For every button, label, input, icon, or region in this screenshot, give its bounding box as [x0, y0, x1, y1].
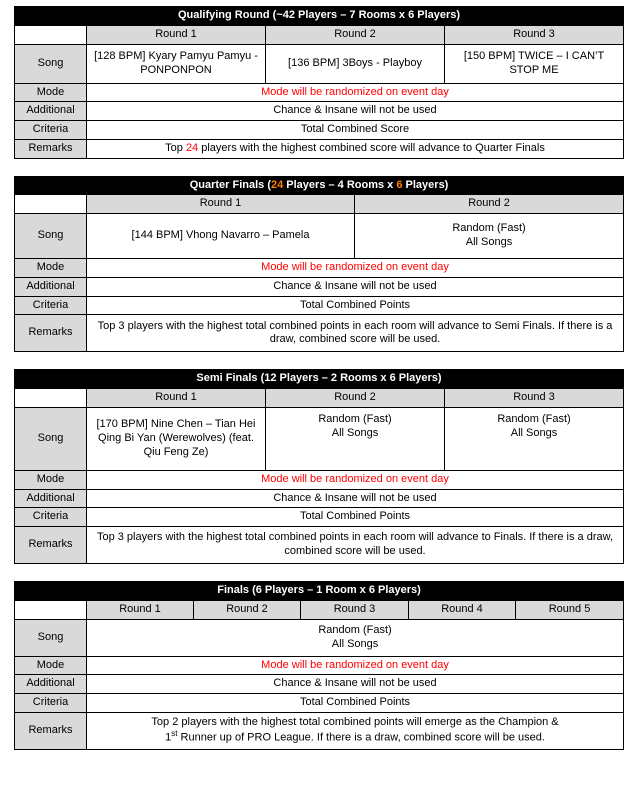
- table-row: [15, 527, 624, 564]
- title-room-size: 6: [396, 178, 403, 191]
- remarks-value: Top 3 players with the highest total combined points in each room will advance to Semi Finals. If there is a draw, combined score will be used.: [87, 315, 624, 352]
- row-label-remarks: Remarks: [15, 527, 87, 564]
- criteria-value: Total Combined Points: [87, 296, 624, 315]
- round-header-1: Round 1: [87, 195, 355, 214]
- row-label-criteria: Criteria: [15, 296, 87, 315]
- song-round-2-line1: Random (Fast): [452, 222, 526, 235]
- table-row: [15, 296, 624, 315]
- round-header-3: Round 3: [301, 600, 409, 619]
- criteria-value: Total Combined Score: [87, 121, 624, 140]
- table-row: [15, 675, 624, 694]
- table-row: [15, 370, 624, 389]
- table-row: [15, 176, 624, 195]
- table-row: [15, 470, 624, 489]
- stage-title: [15, 176, 624, 195]
- row-label-remarks: Remarks: [15, 315, 87, 352]
- additional-value: Chance & Insane will not be used: [87, 102, 624, 121]
- finals-table: [14, 581, 624, 750]
- row-label-criteria: Criteria: [15, 121, 87, 140]
- round-header-2: Round 2: [266, 389, 445, 408]
- round-header-3: Round 3: [445, 389, 624, 408]
- table-row: [15, 712, 624, 749]
- song-round-2-line2: All Songs: [465, 236, 513, 248]
- table-row: [15, 25, 624, 44]
- additional-value: Chance & Insane will not be used: [87, 489, 624, 508]
- row-label-mode: Mode: [15, 83, 87, 102]
- table-row: [15, 195, 624, 214]
- remarks-line2-text: Runner up of PRO League. If there is a draw, combined score will be used.: [177, 732, 545, 745]
- table-row: [15, 508, 624, 527]
- round-header-2: Round 2: [355, 195, 624, 214]
- song-round-3: [445, 407, 624, 470]
- semi-finals-table: [14, 369, 624, 564]
- row-label-remarks: Remarks: [15, 712, 87, 749]
- table-row: [15, 582, 624, 601]
- song-round-2: [266, 407, 445, 470]
- table-row: [15, 259, 624, 278]
- round-header-4: Round 4: [409, 600, 516, 619]
- stage-title: Semi Finals (12 Players – 2 Rooms x 6 Players): [15, 370, 624, 389]
- table-row: [15, 694, 624, 713]
- table-row: [15, 102, 624, 121]
- mode-value: Mode will be randomized on event day: [87, 656, 624, 675]
- round-header-2: Round 2: [194, 600, 301, 619]
- row-label-criteria: Criteria: [15, 694, 87, 713]
- song-round-2: [136 BPM] 3Boys - Playboy: [266, 44, 445, 83]
- remarks-text-pre: Top: [165, 141, 186, 154]
- empty-corner-cell: [15, 25, 87, 44]
- song-round-3-line1: Random (Fast): [497, 412, 571, 425]
- round-header-1: Round 1: [87, 389, 266, 408]
- table-row: [15, 315, 624, 352]
- remarks-line1: Top 2 players with the highest total combined points will emerge as the Champion &: [151, 715, 559, 728]
- remarks-count: 24: [185, 141, 199, 154]
- round-header-1: Round 1: [87, 600, 194, 619]
- table-row: [15, 656, 624, 675]
- title-pre: Quarter Finals (: [189, 178, 271, 191]
- table-row: [15, 214, 624, 259]
- row-label-song: Song: [15, 44, 87, 83]
- row-label-additional: Additional: [15, 102, 87, 121]
- row-label-remarks: Remarks: [15, 139, 87, 158]
- song-round-1: [170 BPM] Nine Chen – Tian Hei Qing Bi Yan (Werewolves) (feat. Qiu Feng Ze): [87, 407, 266, 470]
- song-round-3-line2: All Songs: [510, 426, 558, 439]
- round-header-1: Round 1: [87, 25, 266, 44]
- row-label-additional: Additional: [15, 277, 87, 296]
- row-label-criteria: Criteria: [15, 508, 87, 527]
- song-line2: All Songs: [331, 637, 379, 650]
- empty-corner-cell: [15, 389, 87, 408]
- table-row: [15, 83, 624, 102]
- round-header-3: Round 3: [445, 25, 624, 44]
- song-round-2-line1: Random (Fast): [318, 412, 392, 425]
- row-label-mode: Mode: [15, 259, 87, 278]
- criteria-value: Total Combined Points: [87, 508, 624, 527]
- empty-corner-cell: [15, 195, 87, 214]
- song-all-rounds: [87, 619, 624, 656]
- remarks-value: [87, 712, 624, 749]
- row-label-song: Song: [15, 407, 87, 470]
- remarks-value: Top 3 players with the highest total combined points in each room will advance to Finals. If there is a draw, combined score will be used.: [87, 527, 624, 564]
- title-player-count: 24: [270, 178, 284, 191]
- table-row: [15, 44, 624, 83]
- song-round-2-line2: All Songs: [331, 426, 379, 439]
- table-row: [15, 489, 624, 508]
- round-header-2: Round 2: [266, 25, 445, 44]
- stage-title: Qualifying Round (~42 Players – 7 Rooms x 6 Players): [15, 7, 624, 26]
- song-round-2: [355, 214, 624, 259]
- title-mid: Players – 4 Rooms x: [283, 178, 397, 191]
- table-row: [15, 407, 624, 470]
- stage-title: Finals (6 Players – 1 Room x 6 Players): [15, 582, 624, 601]
- table-row: [15, 121, 624, 140]
- row-label-song: Song: [15, 214, 87, 259]
- quarter-finals-table: [14, 176, 624, 353]
- additional-value: Chance & Insane will not be used: [87, 277, 624, 296]
- table-row: [15, 619, 624, 656]
- table-row: [15, 139, 624, 158]
- round-header-5: Round 5: [516, 600, 624, 619]
- mode-value: Mode will be randomized on event day: [87, 83, 624, 102]
- qualifying-round-table: [14, 6, 624, 159]
- remarks-line2: [91, 729, 619, 745]
- table-row: [15, 389, 624, 408]
- remarks-ordinal-suffix: st: [171, 729, 178, 739]
- mode-value: Mode will be randomized on event day: [87, 470, 624, 489]
- table-row: [15, 277, 624, 296]
- row-label-song: Song: [15, 619, 87, 656]
- song-round-3: [150 BPM] TWICE – I CAN’T STOP ME: [445, 44, 624, 83]
- row-label-mode: Mode: [15, 470, 87, 489]
- row-label-additional: Additional: [15, 675, 87, 694]
- criteria-value: Total Combined Points: [87, 694, 624, 713]
- song-round-1: [128 BPM] Kyary Pamyu Pamyu - PONPONPON: [87, 44, 266, 83]
- row-label-mode: Mode: [15, 656, 87, 675]
- mode-value: Mode will be randomized on event day: [87, 259, 624, 278]
- table-row: [15, 7, 624, 26]
- remarks-text-post: players with the highest combined score will advance to Quarter Finals: [198, 141, 545, 154]
- remarks-ordinal-number: 1: [165, 732, 172, 745]
- table-row: [15, 600, 624, 619]
- additional-value: Chance & Insane will not be used: [87, 675, 624, 694]
- row-label-additional: Additional: [15, 489, 87, 508]
- title-end: Players): [402, 178, 449, 191]
- remarks-value: [87, 139, 624, 158]
- song-round-1: [144 BPM] Vhong Navarro – Pamela: [87, 214, 355, 259]
- song-line1: Random (Fast): [318, 623, 392, 636]
- empty-corner-cell: [15, 600, 87, 619]
